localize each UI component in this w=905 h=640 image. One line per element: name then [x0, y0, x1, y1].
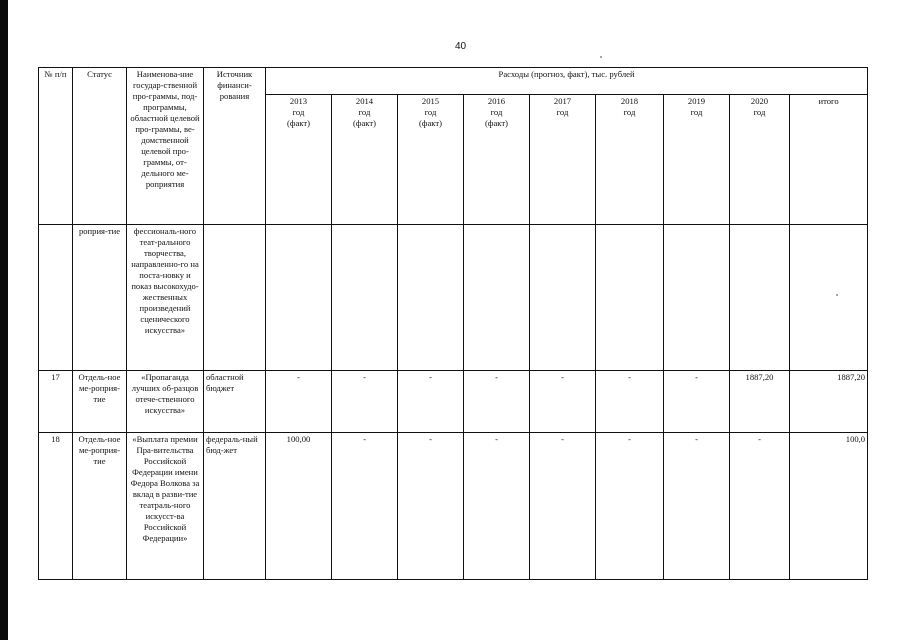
table-row	[39, 433, 868, 580]
cell-name: «Пропаганда лучших об-разцов отече-ственного искусства»	[127, 371, 204, 433]
header-source: Источник финанси-рования	[204, 68, 266, 225]
table-row	[39, 225, 868, 371]
page-number: 40	[455, 41, 467, 52]
cell-status: Отдель-ное ме-роприя-тие	[73, 433, 127, 580]
cell-value	[332, 225, 398, 371]
cell-num: 17	[39, 371, 73, 433]
cell-value: -	[596, 371, 664, 433]
cell-num	[39, 225, 73, 371]
cell-status: Отдель-ное ме-роприя-тие	[73, 371, 127, 433]
header-row	[39, 68, 868, 95]
year-header: 2017 год	[530, 95, 596, 225]
year-header: 2014 год (факт)	[332, 95, 398, 225]
cell-source	[204, 225, 266, 371]
cell-source: федераль-ный бюд-жет	[204, 433, 266, 580]
header-name: Наименова-ние государ-ственной про-граммы, под-программы, областной целевой про-граммы, ве-домственной целевой про-граммы, от-дельного ме-роприятия	[127, 68, 204, 225]
cell-value: 1887,20	[730, 371, 790, 433]
cell-value: -	[530, 371, 596, 433]
scan-dot	[836, 294, 838, 296]
budget-table	[38, 67, 868, 580]
scan-edge	[0, 0, 8, 640]
cell-value: -	[530, 433, 596, 580]
cell-value	[730, 225, 790, 371]
cell-value: -	[398, 433, 464, 580]
year-header: 2015 год (факт)	[398, 95, 464, 225]
header-status: Статус	[73, 68, 127, 225]
cell-name: «Выплата премии Пра-вительства Российской Федерации имени Федора Волкова за вклад в разви-тие театраль-ного искусст-ва Российской Федерации»	[127, 433, 204, 580]
cell-value	[664, 225, 730, 371]
cell-value: -	[398, 371, 464, 433]
cell-value	[596, 225, 664, 371]
cell-value: -	[332, 433, 398, 580]
cell-value: -	[596, 433, 664, 580]
cell-num: 18	[39, 433, 73, 580]
cell-total: 1887,20	[790, 371, 868, 433]
cell-value: -	[464, 371, 530, 433]
cell-status: роприя-тие	[73, 225, 127, 371]
scan-dot	[600, 56, 602, 58]
year-header: 2018 год	[596, 95, 664, 225]
year-header: 2020 год	[730, 95, 790, 225]
cell-value: -	[332, 371, 398, 433]
cell-value: -	[664, 371, 730, 433]
cell-value	[398, 225, 464, 371]
cell-value	[266, 225, 332, 371]
cell-total: 100,0	[790, 433, 868, 580]
header-num: № п/п	[39, 68, 73, 225]
cell-value	[464, 225, 530, 371]
year-header: 2019 год	[664, 95, 730, 225]
year-header: 2013 год (факт)	[266, 95, 332, 225]
cell-source: областной бюджет	[204, 371, 266, 433]
cell-value: -	[730, 433, 790, 580]
year-header: 2016 год (факт)	[464, 95, 530, 225]
cell-value: -	[664, 433, 730, 580]
cell-value: -	[266, 371, 332, 433]
table-row	[39, 371, 868, 433]
header-total: итого	[790, 95, 868, 225]
cell-value: 100,00	[266, 433, 332, 580]
cell-value	[530, 225, 596, 371]
cell-total	[790, 225, 868, 371]
header-expenses: Расходы (прогноз, факт), тыс. рублей	[266, 68, 868, 95]
cell-name: фессиональ-ного теат-рального творчества, направленно-го на поста-новку и показ высокохудо-жественных произведений сценического искусства»	[127, 225, 204, 371]
cell-value: -	[464, 433, 530, 580]
